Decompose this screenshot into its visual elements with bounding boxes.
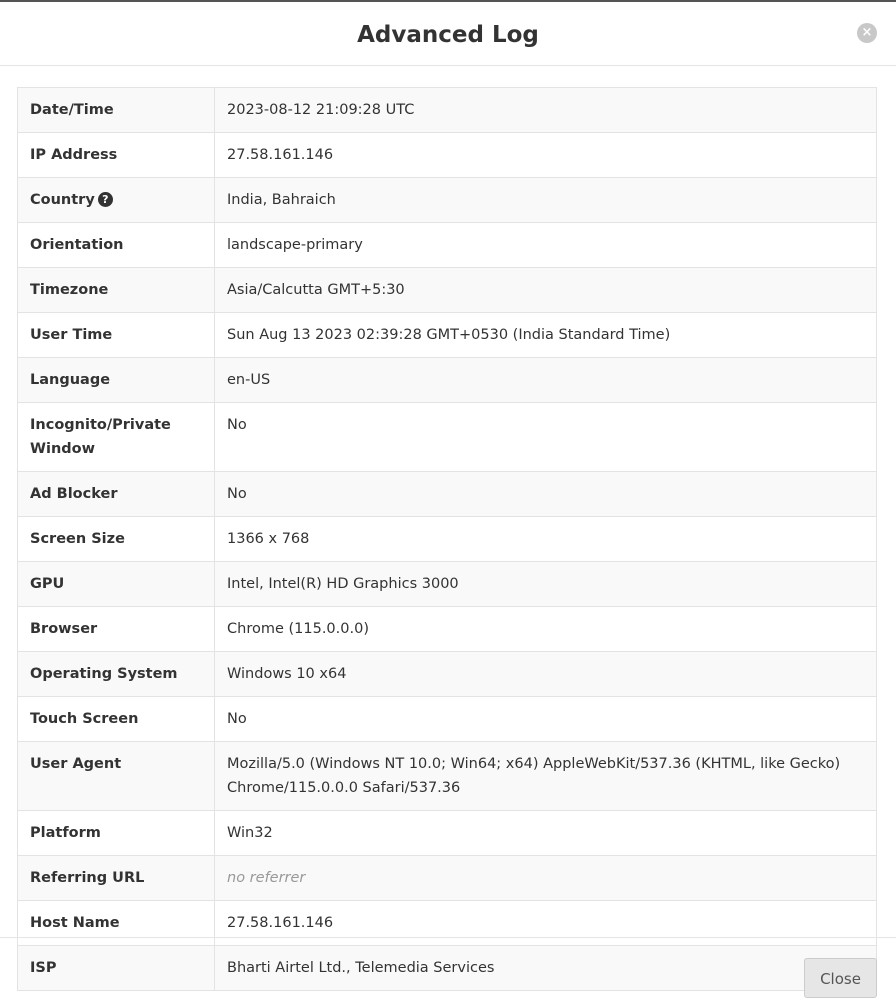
table-row-screen-size — [18, 517, 877, 562]
row-value: no referrer — [215, 856, 877, 901]
modal-body — [17, 87, 877, 991]
row-value: Asia/Calcutta GMT+5:30 — [215, 268, 877, 313]
table-row-platform — [18, 811, 877, 856]
row-key: Operating System — [18, 652, 215, 697]
row-key: Host Name — [18, 901, 215, 946]
table-row-country — [18, 178, 877, 223]
row-value: 1366 x 768 — [215, 517, 877, 562]
row-value: en-US — [215, 358, 877, 403]
row-value: No — [215, 472, 877, 517]
help-icon[interactable]: ? — [98, 192, 113, 207]
row-value: 27.58.161.146 — [215, 133, 877, 178]
row-key: Ad Blocker — [18, 472, 215, 517]
table-row-referring-url — [18, 856, 877, 901]
table-row-gpu — [18, 562, 877, 607]
row-key: ISP — [18, 946, 215, 991]
row-value: Windows 10 x64 — [215, 652, 877, 697]
table-row-browser — [18, 607, 877, 652]
row-key: Incognito/Private Window — [18, 403, 215, 472]
row-value: 2023-08-12 21:09:28 UTC — [215, 88, 877, 133]
row-key — [18, 178, 215, 223]
table-row-operating-system — [18, 652, 877, 697]
row-value: Chrome (115.0.0.0) — [215, 607, 877, 652]
row-value: No — [215, 697, 877, 742]
table-row-date-time — [18, 88, 877, 133]
row-value: landscape-primary — [215, 223, 877, 268]
row-value: No — [215, 403, 877, 472]
row-key: Touch Screen — [18, 697, 215, 742]
advanced-log-table — [17, 87, 877, 991]
row-key-label: Country — [30, 192, 95, 208]
table-row-ad-blocker — [18, 472, 877, 517]
table-row-orientation — [18, 223, 877, 268]
row-key: Date/Time — [18, 88, 215, 133]
close-button[interactable]: Close — [804, 958, 877, 998]
row-key: Language — [18, 358, 215, 403]
table-row-touch-screen — [18, 697, 877, 742]
modal-footer — [0, 937, 896, 1008]
table-row-timezone — [18, 268, 877, 313]
row-key: User Time — [18, 313, 215, 358]
row-value: 27.58.161.146 — [215, 901, 877, 946]
row-value: India, Bahraich — [215, 178, 877, 223]
row-value: Sun Aug 13 2023 02:39:28 GMT+0530 (India Standard Time) — [215, 313, 877, 358]
row-key: Platform — [18, 811, 215, 856]
row-key: Referring URL — [18, 856, 215, 901]
table-row-incognito — [18, 403, 877, 472]
row-key: Timezone — [18, 268, 215, 313]
table-row-user-time — [18, 313, 877, 358]
row-key: IP Address — [18, 133, 215, 178]
row-key: GPU — [18, 562, 215, 607]
row-key: User Agent — [18, 742, 215, 811]
row-value: Mozilla/5.0 (Windows NT 10.0; Win64; x64) AppleWebKit/537.36 (KHTML, like Gecko) Chrome/115.0.0.0 Safari/537.36 — [215, 742, 877, 811]
close-icon[interactable]: × — [857, 23, 877, 43]
row-key: Browser — [18, 607, 215, 652]
modal-header — [0, 2, 896, 66]
row-value: Win32 — [215, 811, 877, 856]
table-row-user-agent — [18, 742, 877, 811]
row-value: Intel, Intel(R) HD Graphics 3000 — [215, 562, 877, 607]
modal-title: Advanced Log — [357, 22, 539, 48]
row-key: Screen Size — [18, 517, 215, 562]
row-value: Bharti Airtel Ltd., Telemedia Services — [215, 946, 877, 991]
table-row-language — [18, 358, 877, 403]
row-key: Orientation — [18, 223, 215, 268]
table-row-ip-address — [18, 133, 877, 178]
